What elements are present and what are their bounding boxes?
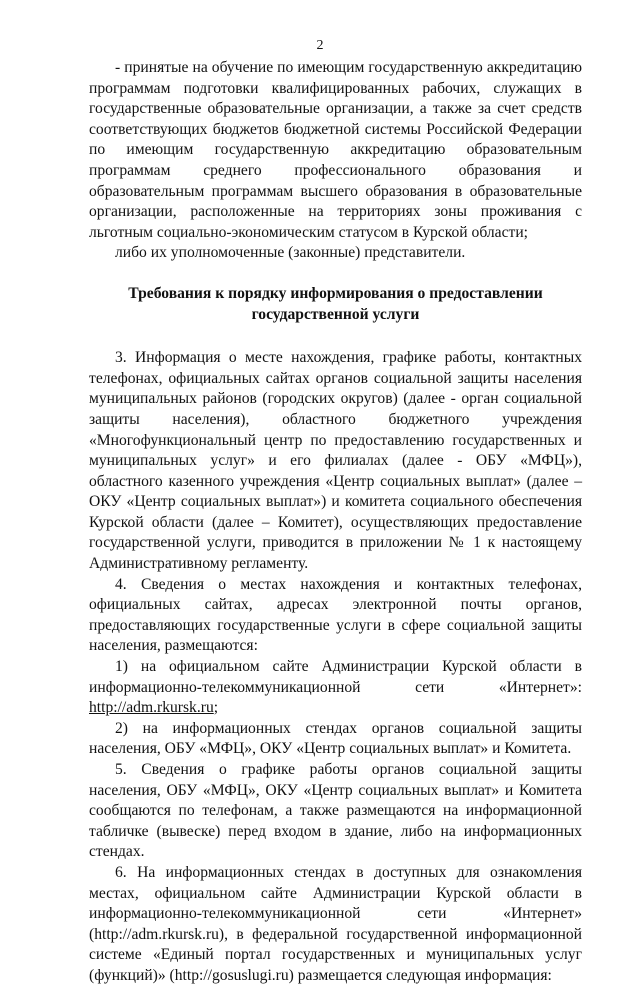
paragraph-4-item-1 (89, 657, 582, 719)
paragraph-5: 5. Сведения о графике работы органов социальной защиты населения, ОБУ «МФЦ», ОКУ «Центр социальных выплат» и Комитета сообщаются по телефонам, а также размещаются на информационной табличке (вывеске) перед входом в здание, либо на информационных стендах. (89, 761, 582, 861)
paragraph-4-item-1-text: 1) на официальном сайте Администрации Курской области в информационно-телекоммуникационной сети «Интернет»: (89, 658, 582, 696)
paragraph-4-item-1-end: ; (213, 699, 219, 717)
paragraph-3: 3. Информация о месте нахождения, графике работы, контактных телефонах, официальных сайтах органов социальной защиты населения муниципальных районов (городских округов) (далее - орган социальной защиты населения), областного бюджетного учреждения «Многофункциональный центр по предоставлению государственных и муниципальных услуг» и его филиалах (далее - ОБУ «МФЦ»), областного казенного учреждения «Центр социальных выплат» (далее – ОКУ «Центр социальных выплат») и комитета социального обеспечения Курской области (далее – Комитет), осуществляющих предоставление государственной услуги, приводится в приложении № 1 к настоящему Административному регламенту. (89, 349, 582, 573)
intro-list-item: - принятые на обучение по имеющим государственную аккредитацию программам подготовки квалифицированных рабочих, служащих в государственные образовательные организации, а также за счет средств соответствующих бюджетов бюджетной системы Российской Федерации по имеющим государственную аккредитацию образовательным программам среднего профессионального образования и образовательным программам высшего образования в образовательные организации, расположенные на территориях зоны проживания с льготным социально-экономическим статусом в Курской области; (89, 59, 582, 241)
adm-rkursk-link[interactable]: http://adm.rkursk.ru (89, 699, 214, 717)
section-heading-line-1: Требования к порядку информирования о предоставлении (128, 284, 543, 302)
page-number: 2 (316, 38, 324, 53)
intro-representatives: либо их уполномоченные (законные) представители. (115, 244, 466, 262)
document-body (89, 58, 582, 987)
section-heading-line-2: государственной услуги (251, 305, 420, 323)
section-heading (89, 284, 582, 325)
paragraph-6: 6. На информационных стендах в доступных для ознакомления местах, официальном сайте Администрации Курской области в информационно-телекоммуникационной сети «Интернет» (http://adm.rkursk.ru), в федеральной государственной информационной системе «Единый портал государственных и муниципальных услуг (функций)» (http://gosuslugi.ru) размещается следующая информация: (89, 863, 582, 984)
paragraph-4-item-2: 2) на информационных стендах органов социальной защиты населения, ОБУ «МФЦ», ОКУ «Центр социальных выплат» и Комитета. (89, 719, 582, 758)
paragraph-4: 4. Сведения о местах нахождения и контактных телефонах, официальных сайтах, адресах электронной почты органов, предоставляющих государственные услуги в сфере социальной защиты населения, размещаются: (89, 575, 582, 655)
